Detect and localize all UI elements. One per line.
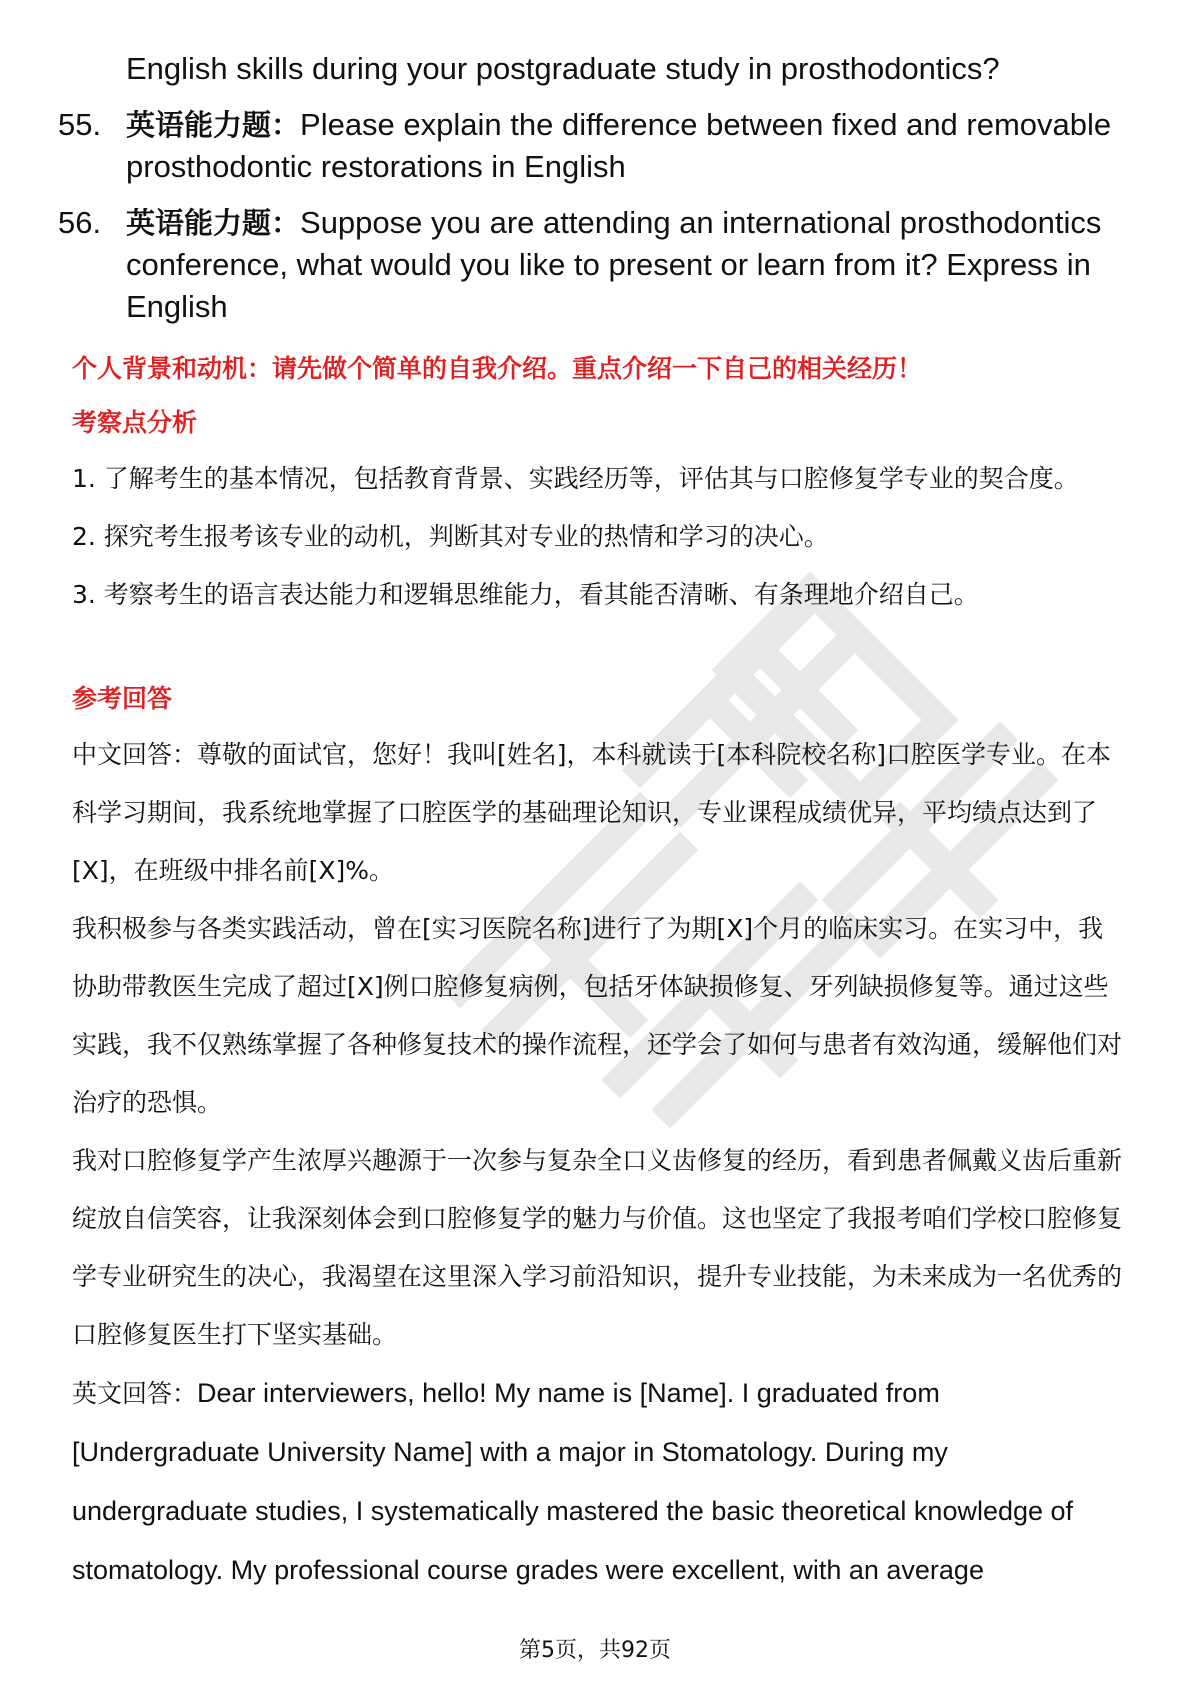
question-text: Suppose you are attending an international prosthodontics conference, what would you like to present or learn from it? Express in English <box>126 205 1102 324</box>
answer-paragraph: 我对口腔修复学产生浓厚兴趣源于一次参与复杂全口义齿修复的经历，看到患者佩戴义齿后重新绽放自信笑容，让我深刻体会到口腔修复学的魅力与价值。这也坚定了我报考咱们学校口腔修复学专业研究生的决心，我渴望在这里深入学习前沿知识，提升专业技能，为未来成为一名优秀的口腔修复医生打下坚实基础。 <box>72 1146 1123 1349</box>
analysis-point: 1. 了解考生的基本情况，包括教育背景、实践经历等，评估其与口腔修复学专业的契合度。 <box>72 464 1079 493</box>
question-item <box>58 202 1138 328</box>
question-text: Please explain the difference between fixed and removable prosthodontic restorations in English <box>126 107 1112 184</box>
topic-section <box>72 352 1122 386</box>
analysis-heading: 考察点分析 <box>72 408 198 437</box>
question-number: 55. <box>58 107 102 142</box>
analysis-point: 3. 考察考生的语言表达能力和逻辑思维能力，看其能否清晰、有条理地介绍自己。 <box>72 580 979 609</box>
answer-paragraph <box>72 1364 1122 1600</box>
answer-section <box>72 682 1122 1600</box>
question-item <box>58 48 1138 90</box>
answer-paragraph: 我积极参与各类实践活动，曾在[实习医院名称]进行了为期[X]个月的临床实习。在实习中，我协助带教医生完成了超过[X]例口腔修复病例，包括牙体缺损修复、牙列缺损修复等。通过这些实践，我不仅熟练掌握了各种修复技术的操作流程，还学会了如何与患者有效沟通，缓解他们对治疗的恐惧。 <box>72 914 1123 1117</box>
question-text: English skills during your postgraduate study in prosthodontics? <box>126 51 1000 86</box>
question-list <box>58 48 1138 342</box>
zh-answer-label: 中文回答： <box>72 740 198 769</box>
question-tag: 英语能力题： <box>126 206 301 240</box>
answer-paragraph <box>72 726 1122 900</box>
question-number: 56. <box>58 205 102 240</box>
en-answer-label: 英文回答： <box>72 1379 198 1408</box>
question-tag: 英语能力题： <box>126 108 301 142</box>
topic-heading: 个人背景和动机：请先做个简单的自我介绍。重点介绍一下自己的相关经历！ <box>72 354 923 383</box>
answer-heading: 参考回答 <box>72 684 173 713</box>
zh-answer-text: 尊敬的面试官，您好！我叫[姓名]，本科就读于[本科院校名称]口腔医学专业。在本科学习期间，我系统地掌握了口腔医学的基础理论知识，专业课程成绩优异，平均绩点达到了[X]，在班级中排名前[X]%。 <box>72 740 1112 885</box>
en-answer-text: Dear interviewers, hello! My name is [Name]. I graduated from [Undergraduate University Name] with a major in Stomatology. During my undergraduate studies, I systematically mastered the basic theoretical knowledge of stomatology. My professional course grades were excellent, with an average <box>72 1378 1074 1585</box>
question-item <box>58 104 1138 188</box>
page-footer: 第5页，共92页 <box>519 1638 671 1663</box>
analysis-point: 2. 探究考生报考该专业的动机，判断其对专业的热情和学习的决心。 <box>72 522 829 551</box>
analysis-section <box>72 406 1122 624</box>
